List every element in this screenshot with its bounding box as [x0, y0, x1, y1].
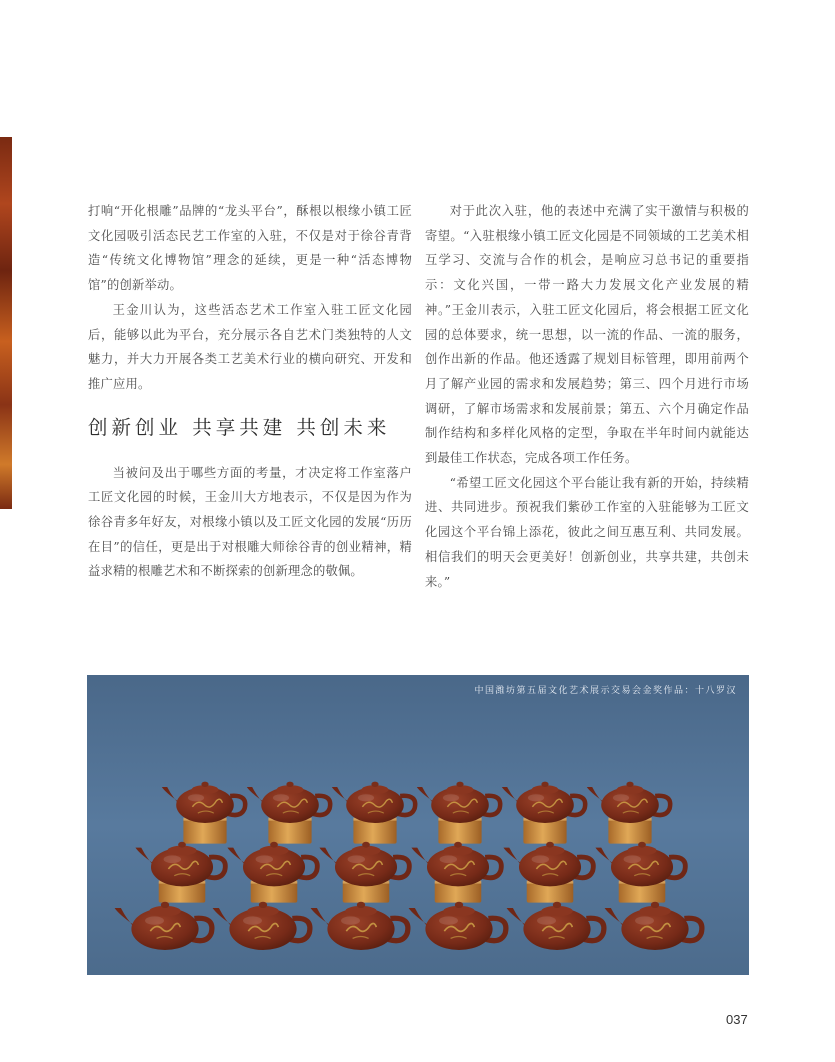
article-left-column [88, 199, 412, 584]
section-heading: 创新创业 共享共建 共创未来 [88, 415, 391, 439]
article-right-column [425, 199, 749, 594]
paragraph: 打响“开化根雕”品牌的“龙头平台”，酥根以根缘小镇工匠文化园吸引活态民艺工作室的入驻，不仅是对于徐谷青背造“传统文化博物馆”理念的延续，更是一种“活态博物馆”的创新举动。 [88, 204, 412, 293]
adjacent-page-photo-edge [0, 137, 12, 509]
paragraph: 对于此次入驻，他的表述中充满了实干激情与积极的寄望。“入驻根缘小镇工匠文化园是不同领域的工艺美术相互学习、交流与合作的机会，是响应习总书记的重要指示：文化兴国，一带一路大力发展文化产业发展的精神。”王金川表示，入驻工匠文化园后，将会根据工匠文化园的总体要求，统一思想，以一流的作品、一流的服务，创作出新的作品。他还透露了规划目标管理，即用前两个月了解产业园的需求和发展趋势；第三、四个月进行市场调研，了解市场需求和发展前景；第五、六个月确定作品制作结构和多样化风格的定型，争取在半年时间内就能达到最佳工作状态，完成各项工作任务。 [425, 204, 749, 466]
teapot-photo-illustration [87, 675, 749, 975]
teapot-photo [87, 675, 749, 975]
paragraph: “希望工匠文化园这个平台能让我有新的开始，持续精进、共同进步。预祝我们紫砂工作室的入驻能够为工匠文化园这个平台锦上添花，彼此之间互惠互利、共同发展。相信我们的明天会更美好！创新创业，共享共建，共创未来。” [425, 475, 749, 589]
page-number: 037 [726, 1012, 748, 1027]
paragraph: 当被问及出于哪些方面的考量，才决定将工作室落户工匠文化园的时候，王金川大方地表示，不仅是因为作为徐谷青多年好友，对根缘小镇以及工匠文化园的发展“历历在目”的信任，更是出于对根雕大师徐谷青的创业精神，精益求精的根雕艺术和不断探索的创新理念的敬佩。 [88, 465, 412, 579]
photo-caption: 中国潍坊第五届文化艺术展示交易会金奖作品：十八罗汉 [474, 686, 737, 696]
paragraph: 王金川认为，这些活态艺术工作室入驻工匠文化园后，能够以此为平台，充分展示各自艺术门类独特的人文魅力，并大力开展各类工艺美术行业的横向研究、开发和推广应用。 [88, 302, 412, 391]
